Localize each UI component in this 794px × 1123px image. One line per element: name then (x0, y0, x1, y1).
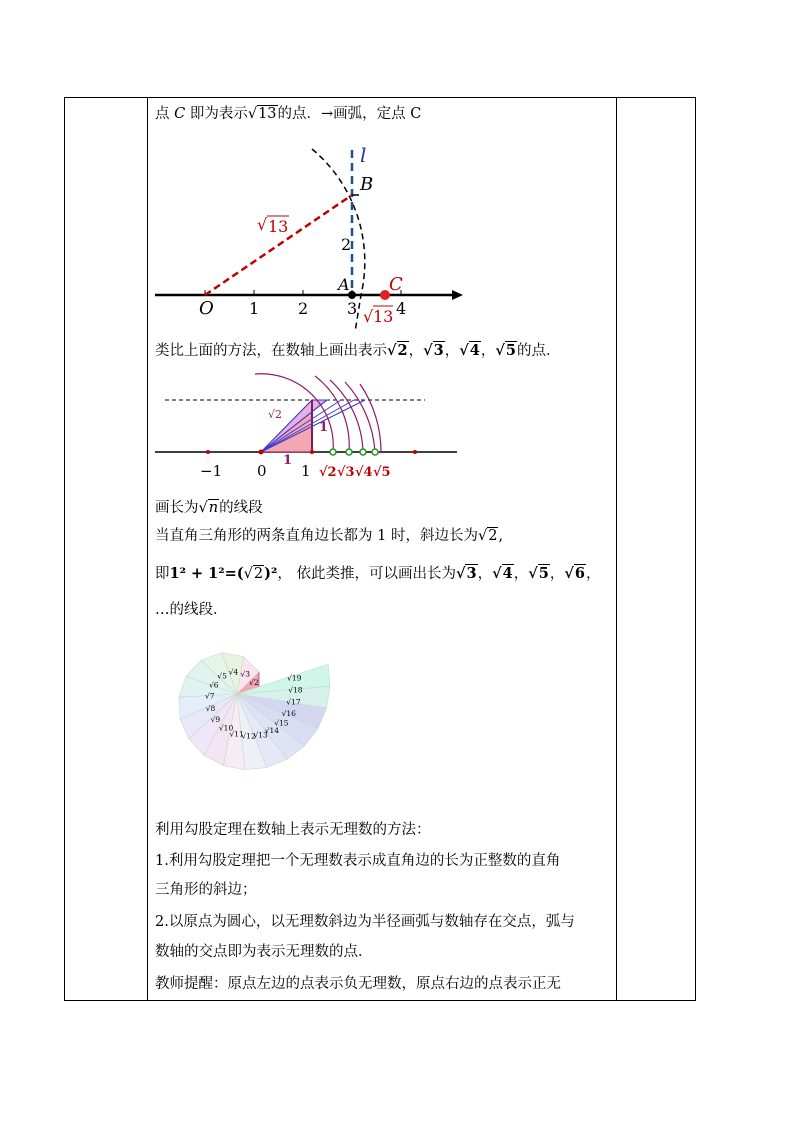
point (206, 450, 210, 454)
label-under-C-value: 13 (373, 307, 394, 326)
sqrt-symbol: √6 (564, 565, 585, 582)
tick-label: 0 (257, 462, 267, 480)
sqrt13-construction-figure (155, 142, 475, 332)
text: ， (585, 566, 601, 582)
text: , (498, 528, 504, 544)
lesson-table (64, 97, 696, 1001)
sqrt-symbol: √3 (423, 342, 444, 359)
pythagorean-spiral-figure (155, 636, 375, 806)
sqrt-symbol: √13 (247, 106, 277, 122)
tick-label: 4 (396, 299, 407, 318)
text-line (155, 104, 421, 124)
axis-arrow (452, 290, 463, 300)
label-sqrt2: √2 (268, 408, 283, 421)
sqrt-symbol: √2 (387, 342, 408, 359)
text-line: 2.以原点为圆心，以无理数斜边为半径画弧与数轴存在交点，弧与 (155, 914, 575, 930)
text-line: 利用勾股定理在数轴上表示无理数的方法： (155, 822, 431, 838)
text: 的点．→画弧，定点 C (277, 106, 422, 122)
spiral-label: √7 (205, 691, 215, 701)
spiral-label: √9 (210, 714, 221, 724)
sqrt-symbol: √5 (495, 342, 516, 359)
text: ， (513, 566, 529, 582)
text: ， (477, 566, 493, 582)
spiral-triangles (179, 653, 330, 770)
equation: 1² + 1²=( (169, 565, 244, 582)
label-l: l (360, 143, 367, 167)
arc (360, 384, 381, 452)
label-2: 2 (341, 235, 352, 254)
text-line: 数轴的交点即为表示无理数的点． (155, 944, 373, 960)
text-line (155, 564, 600, 584)
sqrt-n-number-line-figure (155, 368, 475, 483)
column-divider (616, 98, 617, 1000)
tick-label: 3 (347, 299, 358, 318)
text: 当直角三角形的两条直角边长都为 1 时，斜边长为 (155, 528, 478, 544)
spiral-label: √13 (253, 730, 268, 740)
sqrt-symbol: √4 (492, 565, 513, 582)
spiral-label: √16 (281, 708, 296, 718)
text: 类比上面的方法，在数轴上画出表示 (155, 343, 387, 359)
label-B: B (360, 174, 374, 195)
point (360, 449, 366, 455)
label-A: A (338, 275, 350, 294)
label-sqrt13: √ (257, 215, 268, 234)
text-line: 教师提醒：原点左边的点表示负无理数，原点右边的点表示正无 (155, 976, 561, 992)
spiral-label: √5 (217, 671, 227, 681)
spiral-label: √6 (209, 680, 219, 690)
label-1: 1 (283, 453, 293, 468)
text: ， (444, 343, 460, 359)
spiral-label: √2 (249, 677, 259, 687)
text-line: 三角形的斜边； (155, 882, 257, 898)
tick-label: −1 (200, 462, 223, 480)
label-C: C (389, 274, 403, 295)
point (310, 450, 314, 454)
text: 即为表示 (185, 106, 248, 122)
text: ， (408, 343, 424, 359)
sqrt-symbol: √5 (528, 565, 549, 582)
tick-label: 1 (301, 462, 311, 480)
text: 画长为 (155, 500, 199, 516)
tick-label: 1 (249, 299, 260, 318)
spiral-label: √17 (286, 697, 301, 707)
label-1: 1 (319, 420, 329, 435)
text: C (174, 106, 186, 122)
label-under-C: √ (363, 307, 374, 326)
segment-OB (205, 195, 352, 295)
column-divider (147, 98, 148, 1000)
root-label: √2 (319, 465, 337, 480)
text: 的点． (517, 343, 561, 359)
sqrt-symbol: √4 (459, 342, 480, 359)
text: ， (549, 566, 565, 582)
root-label: √4 (355, 465, 373, 480)
spiral-label: √18 (288, 685, 303, 695)
point (330, 449, 336, 455)
point (346, 449, 352, 455)
text-line (155, 341, 561, 361)
text: 的线段 (219, 500, 263, 516)
arc (330, 380, 363, 452)
text-line (155, 498, 263, 518)
point (372, 449, 378, 455)
text-line: 1.利用勾股定理把一个无理数表示成直角边的长为正整数的直角 (155, 853, 561, 869)
equation: )² (264, 565, 278, 582)
text: 点 (155, 106, 175, 122)
point (413, 450, 417, 454)
sqrt-symbol: √n (198, 500, 219, 516)
label-O: O (199, 298, 214, 319)
spiral-label: √3 (240, 669, 251, 679)
text: ， 依此类推，可以画出长为 (277, 566, 456, 582)
text: 即 (155, 566, 170, 582)
root-label: √3 (337, 465, 355, 480)
text-line: …的线段． (155, 602, 228, 618)
spiral-label: √12 (241, 731, 256, 741)
spiral-label: √14 (264, 725, 280, 735)
label-sqrt13-value: 13 (268, 217, 289, 236)
sqrt-symbol: √2 (243, 566, 264, 582)
point (259, 450, 264, 455)
spiral-label: √10 (218, 723, 234, 733)
text: ， (480, 343, 496, 359)
spiral-label: √8 (205, 703, 216, 713)
tick-label: 2 (298, 299, 309, 318)
sqrt-symbol: √2 (477, 528, 498, 544)
spiral-label: √11 (229, 729, 244, 739)
root-label: √5 (373, 465, 391, 480)
spiral-label: √15 (274, 718, 289, 728)
sqrt-symbol: √3 (455, 565, 477, 582)
spiral-label: √19 (287, 673, 302, 683)
spiral-label: √4 (228, 667, 239, 677)
text-line (155, 526, 503, 546)
